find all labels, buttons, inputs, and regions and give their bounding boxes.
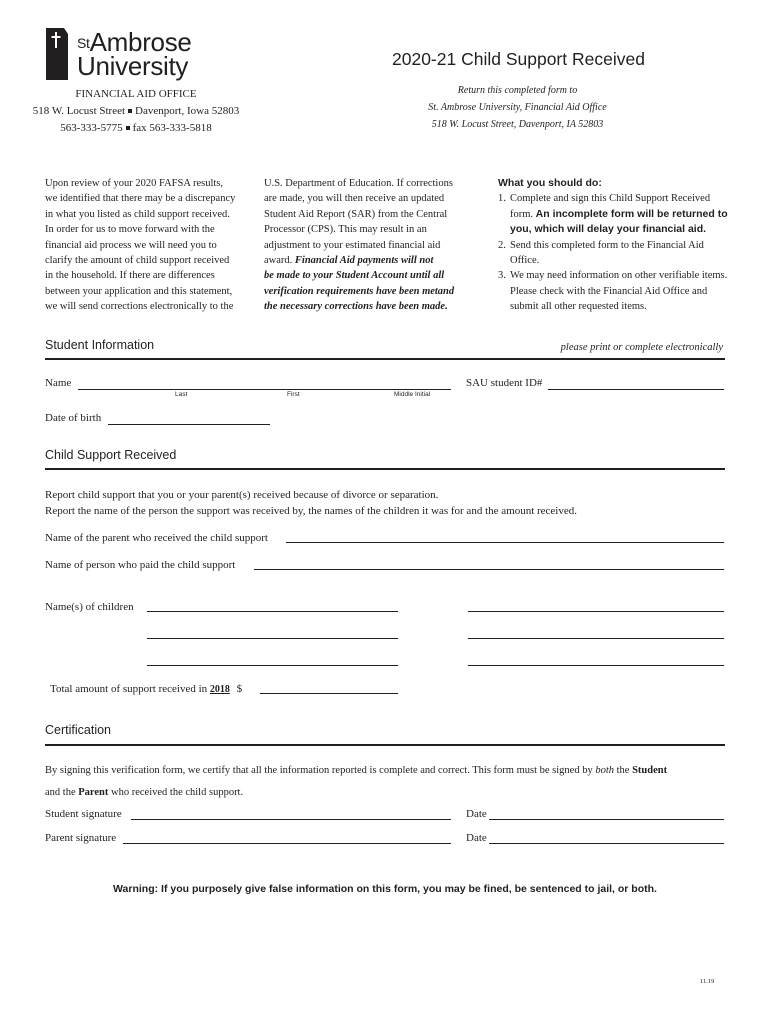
student-id-field[interactable] [548,389,724,390]
section-divider [45,744,725,746]
office-name: FINANCIAL AID OFFICE [75,88,197,100]
step-number: 2. [498,239,506,251]
student-date-field[interactable] [489,819,724,820]
dob-field[interactable] [108,424,270,425]
step-number: 1. [498,193,506,205]
support-year: 2018 [209,684,230,695]
intro-paragraph-2 [264,176,484,315]
office-street: 518 W. Locust Street [32,105,126,117]
last-name-label: Last [175,391,188,398]
support-instruction-2: Report the name of the person the support was received by, the names of the children it was for and the amount received. [45,505,577,517]
name-field[interactable] [78,389,451,390]
dob-label: Date of birth [45,412,102,424]
step-number: 3. [498,270,506,282]
section-divider [45,468,725,470]
name-label: Name [45,377,72,389]
payer-field[interactable] [254,569,724,570]
cert-both: both [595,765,615,776]
child-name-field-5[interactable] [147,665,398,666]
cert-student: Student [632,765,668,776]
total-amount-field[interactable] [260,693,398,694]
child-name-field-3[interactable] [147,638,398,639]
intro-line: we will send corrections electronically to the [45,301,234,313]
return-instructions [400,82,635,133]
child-name-field-4[interactable] [468,638,724,639]
total-amount-label [50,683,242,695]
cert-the: the [616,765,630,776]
bullet-icon [126,126,130,130]
certification-section-title: Certification [45,723,111,737]
intro-line: clarify the amount of child support received [45,255,230,267]
certification-text-line-2 [45,787,243,798]
logo-ambrose: Ambrose [89,27,192,57]
form-revision-code: 11.19 [700,978,715,985]
return-line-3: 518 W. Locust Street, Davenport, IA 52803 [431,119,604,130]
payer-label: Name of person who paid the child support [45,559,236,571]
logo-university: University [77,51,189,81]
intro-line: are made, you will then receive an updated [264,193,445,205]
intro-emphasis-line: the necessary corrections have been made. [264,301,448,313]
intro-emphasis-line: be made to your Student Account until all [264,270,445,282]
certification-text-line-1 [45,765,735,776]
intro-emphasis-line: Financial Aid payments will not [294,255,434,267]
parent-signature-label: Parent signature [45,832,117,844]
child-name-field-2[interactable] [468,611,724,612]
intro-line: Processor (CPS). This may result in an [264,224,427,236]
cert-end: who received the child support. [111,787,244,798]
office-fax: fax 563-333-5818 [132,122,212,134]
university-logo-mark [44,26,70,82]
child-name-field-6[interactable] [468,665,724,666]
cert-and-the: and the [45,787,76,798]
intro-line: adjustment to your estimated financial aid [264,239,441,251]
step-emphasis: An incomplete form will be returned to you, which will delay your financial aid. [510,207,728,236]
currency-symbol: $ [236,683,243,695]
university-logo-wordmark [77,27,192,81]
student-id-label: SAU student ID# [466,377,543,389]
bullet-icon [128,109,132,113]
intro-line: financial aid process we will need you to [45,239,217,251]
support-section-title: Child Support Received [45,448,177,462]
intro-line: In order for us to move forward with the [45,224,215,236]
office-city: Davenport, Iowa 52803 [135,105,240,117]
print-note: please print or complete electronically [560,342,723,353]
step-text: Complete and sign this Child Support Received form. [510,193,711,220]
student-date-label: Date [466,808,487,820]
student-signature-label: Student signature [45,808,122,820]
child-name-field-1[interactable] [147,611,398,612]
intro-line: award. [264,255,293,267]
intro-paragraph-1 [45,176,263,315]
middle-initial-label: Middle Initial [394,391,431,398]
return-line-2: St. Ambrose University, Financial Aid Office [428,102,607,113]
intro-line: Upon review of your 2020 FAFSA results, [45,178,224,189]
children-label: Name(s) of children [45,601,134,613]
step-text: We may need information on other verifiable items. Please check with the Financial Aid Office and submit all other requested items. [510,270,728,313]
intro-line: Student Aid Report (SAR) from the Central [264,208,448,220]
step-item [498,268,730,314]
what-you-should-do-heading: What you should do: [498,177,602,189]
intro-line: U.S. Department of Education. If corrections [264,178,453,189]
section-divider [45,358,725,360]
steps-list [498,191,730,314]
form-title: 2020-21 Child Support Received [392,49,645,69]
intro-line: in the household. If there are differences [45,270,215,282]
parent-received-label: Name of the parent who received the child support [45,532,268,544]
step-text: Send this completed form to the Financial Aid Office. [510,239,704,267]
cert-text: By signing this verification form, we certify that all the information reported is complete and correct. This form must be signed by [45,765,593,776]
office-phone: 563-333-5775 [60,122,123,134]
step-item [498,238,730,269]
return-line-1: Return this completed form to [457,85,578,96]
first-name-label: First [287,391,300,398]
intro-emphasis-line: verification requirements have been metand [264,285,455,297]
what-you-should-do [498,176,730,315]
total-amount-text: Total amount of support received in [50,683,208,695]
intro-line: we identified that there may be a discrepancy [45,193,236,205]
parent-date-field[interactable] [489,843,724,844]
parent-signature-field[interactable] [123,843,451,844]
parent-date-label: Date [466,832,487,844]
parent-received-field[interactable] [286,542,724,543]
support-instruction-1: Report child support that you or your parent(s) received because of divorce or separation. [45,489,439,501]
student-signature-field[interactable] [131,819,451,820]
step-item [498,191,730,237]
cert-parent: Parent [78,787,109,798]
intro-line: between your application and this statement, [45,285,233,297]
intro-line: in what you listed as child support received. [45,208,230,220]
logo-st: St [77,35,90,51]
false-info-warning: Warning: If you purposely give false information on this form, you may be fined, be sentenced to jail, or both. [113,883,657,895]
office-address [20,86,252,137]
student-section-title: Student Information [45,338,155,352]
